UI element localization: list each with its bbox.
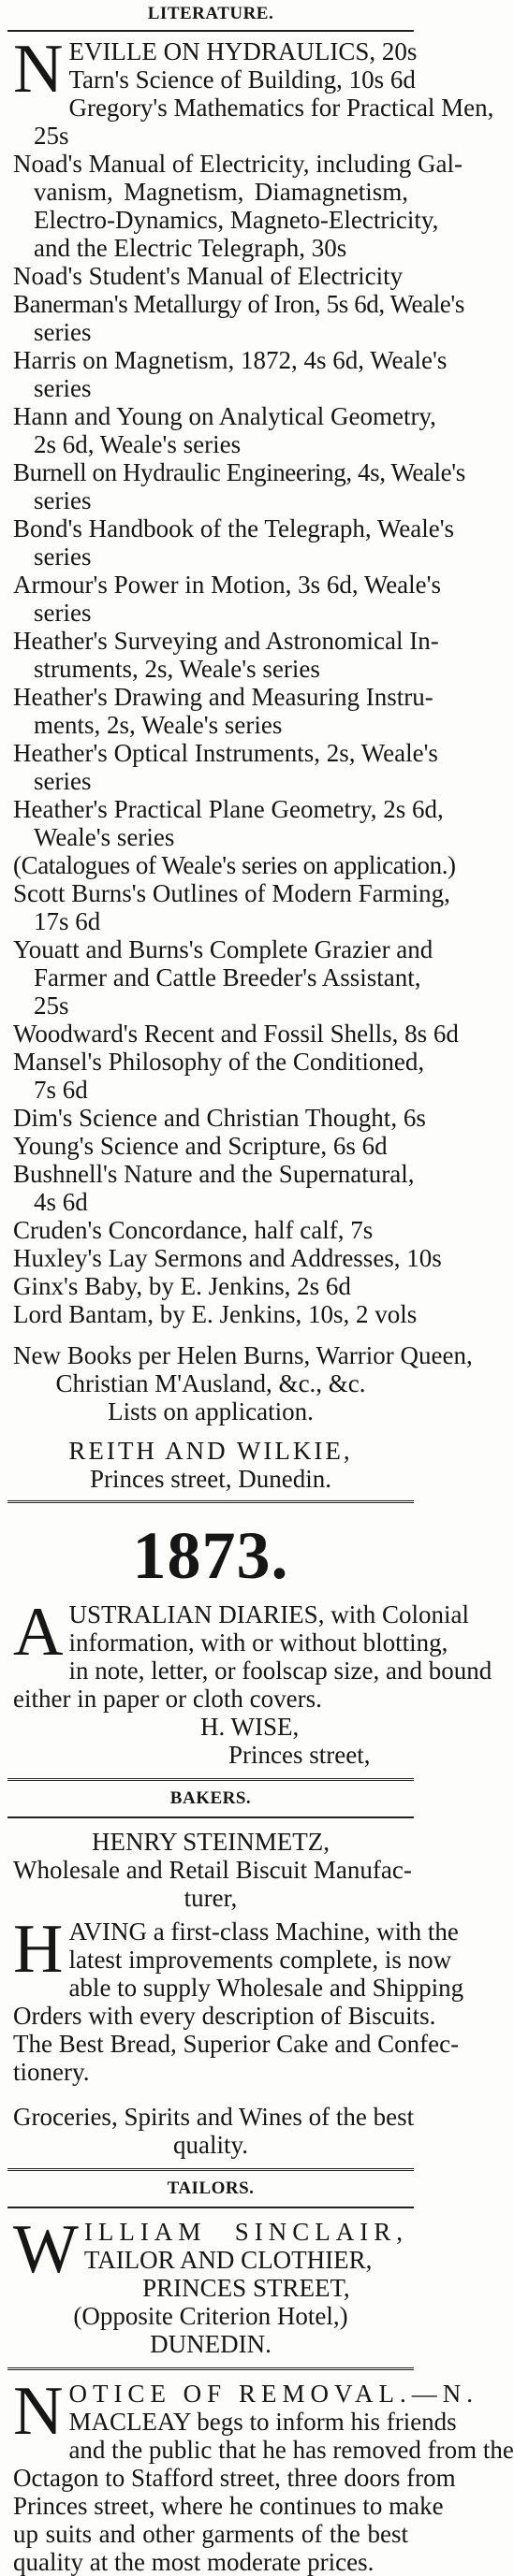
text-line: OTICE OF REMOVAL.—N. <box>68 2380 478 2408</box>
text-line: Harris on Magnetism, 1872, 4s 6d, Weale's <box>13 346 448 374</box>
text-line: (Catalogues of Weale's series on application.) <box>13 851 456 879</box>
drop-cap: N <box>13 31 64 108</box>
diaries-ad <box>13 1594 492 1713</box>
text-line: Weale's series <box>34 823 175 851</box>
section-rule <box>7 1500 414 1503</box>
text-line: Heather's Surveying and Astronomical In- <box>13 627 439 655</box>
text-line: 7s 6d <box>34 1076 88 1104</box>
section-rule <box>7 1816 414 1818</box>
text-line: Scott Burns's Outlines of Modern Farming, <box>13 879 450 907</box>
section-rule <box>7 2367 414 2370</box>
text-line: Lists on application. <box>108 1397 314 1425</box>
text-line: Farmer and Cattle Breeder's Assistant, <box>34 963 421 991</box>
text-line: Cruden's Concordance, half calf, 7s <box>13 1216 374 1244</box>
tailors-heading: TAILORS. <box>167 2178 255 2198</box>
year-heading: 1873. <box>132 1518 289 1593</box>
drop-cap: H <box>13 1911 64 1988</box>
tailor-address: DUNEDIN. <box>150 2330 272 2358</box>
text-line: Youatt and Burns's Complete Grazier and <box>13 935 433 963</box>
text-line: Electro-Dynamics, Magneto-Electricity, <box>34 206 439 234</box>
text-line: Banerman's Metallurgy of Iron, 5s 6d, Weale's <box>13 290 464 318</box>
literature-ad <box>13 31 494 1493</box>
text-line: Lord Bantam, by E. Jenkins, 10s, 2 vols <box>13 1300 418 1328</box>
tailor-address: PRINCES STREET, <box>142 2274 350 2302</box>
text-line: Octagon to Stafford street, three doors from <box>13 2464 456 2492</box>
removal-text <box>13 2373 514 2576</box>
text-line: Woodward's Recent and Fossil Shells, 8s 6d <box>13 1020 459 1048</box>
text-line: Noad's Student's Manual of Electricity <box>13 262 404 290</box>
text-line: Hann and Young on Analytical Geometry, <box>13 402 436 430</box>
baker-title: turer, <box>184 1884 238 1912</box>
text-line: Dim's Science and Christian Thought, 6s <box>13 1104 426 1132</box>
text-line: 25s <box>34 991 69 1020</box>
text-line: Heather's Practical Plane Geometry, 2s 6d, <box>13 795 444 823</box>
text-line: New Books per Helen Burns, Warrior Queen, <box>13 1341 473 1369</box>
book-list <box>13 31 494 1328</box>
text-line: series <box>34 543 92 571</box>
bakers-ad <box>13 1911 464 2086</box>
text-line: series <box>34 767 92 795</box>
text-line: Mansel's Philosophy of the Conditioned, <box>13 1048 425 1076</box>
bookseller-address: Princes street, Dunedin. <box>90 1465 331 1493</box>
text-line: 4s 6d <box>34 1188 88 1216</box>
text-line: in note, letter, or foolscap size, and bound <box>68 1657 492 1685</box>
text-line: series <box>34 318 92 346</box>
tailor-address: (Opposite Criterion Hotel,) <box>73 2302 348 2330</box>
text-line: Bushnell's Nature and the Supernatural, <box>13 1160 415 1188</box>
text-line: Noad's Manual of Electricity, including Gal- <box>13 150 463 178</box>
groceries-line: Groceries, Spirits and Wines of the best <box>13 2103 415 2131</box>
text-line: The Best Bread, Superior Cake and Confec- <box>13 2030 460 2058</box>
text-line: Bond's Handbook of the Telegraph, Weale's <box>13 514 455 543</box>
drop-cap: W <box>13 2211 79 2288</box>
text-line: 2s 6d, Weale's series <box>34 430 242 458</box>
text-line: Young's Science and Scripture, 6s 6d <box>13 1132 388 1160</box>
drop-cap: N <box>13 2373 64 2450</box>
text-line: USTRALIAN DIARIES, with Colonial <box>68 1600 469 1628</box>
text-line: and the public that he has removed from the <box>68 2436 514 2464</box>
text-line: Armour's Power in Motion, 3s 6d, Weale's <box>13 571 442 599</box>
diaries-address: Princes street, <box>228 1741 371 1769</box>
baker-title: Wholesale and Retail Biscuit Manufac- <box>13 1856 412 1884</box>
section-rule <box>7 30 414 32</box>
text-line: Gregory's Mathematics for Practical Men, <box>68 94 494 122</box>
text-line: series <box>34 599 92 627</box>
text-line: TAILOR AND CLOTHIER, <box>83 2246 373 2274</box>
text-line: MACLEAY begs to inform his friends <box>68 2408 457 2436</box>
text-line: Heather's Drawing and Measuring Instru- <box>13 683 433 711</box>
groceries-line: quality. <box>173 2131 248 2159</box>
text-line: Huxley's Lay Sermons and Addresses, 10s <box>13 1244 442 1272</box>
text-line: Ginx's Baby, by E. Jenkins, 2s 6d <box>13 1272 351 1300</box>
text-line: up suits and other garments of the best <box>13 2520 408 2548</box>
diaries-text <box>13 1594 492 1713</box>
text-line: Burnell on Hydraulic Engineering, 4s, Weale's <box>13 458 465 486</box>
text-line: Princes street, where he continues to make <box>13 2492 444 2520</box>
text-line: EVILLE ON HYDRAULICS, 20s <box>68 37 418 65</box>
text-line: Christian M'Ausland, &c., &c. <box>55 1369 366 1397</box>
text-line: ILLIAM SINCLAIR, <box>83 2218 408 2246</box>
text-line: series <box>34 374 92 402</box>
bookseller-signature: REITH AND WILKIE, <box>68 1437 353 1465</box>
text-line: able to supply Wholesale and Shipping <box>68 1974 464 2002</box>
text-line: and the Electric Telegraph, 30s <box>34 234 347 262</box>
text-line: Heather's Optical Instruments, 2s, Weale's <box>13 739 438 767</box>
bakers-heading: BAKERS. <box>169 1788 252 1808</box>
text-line: information, with or without blotting, <box>68 1628 448 1657</box>
text-line: AVING a first-class Machine, with the <box>68 1918 459 1946</box>
text-line: tionery. <box>13 2058 90 2086</box>
diaries-signature: H. WISE, <box>200 1713 300 1741</box>
drop-cap: A <box>13 1594 64 1671</box>
text-line: 17s 6d <box>34 907 101 935</box>
text-line: quality at the most moderate prices. <box>13 2548 374 2576</box>
literature-heading: LITERATURE. <box>147 4 274 23</box>
new-books-notice <box>13 1341 473 1425</box>
text-line: ments, 2s, Weale's series <box>34 711 283 739</box>
text-line: series <box>34 486 92 514</box>
text-line: 25s <box>34 122 69 150</box>
literature-list <box>13 31 494 1328</box>
bakers-text <box>13 1911 464 2086</box>
baker-name: HENRY STEINMETZ, <box>92 1828 330 1856</box>
text-line: struments, 2s, Weale's series <box>34 655 320 683</box>
text-line: latest improvements complete, is now <box>68 1946 452 1974</box>
text-line: Tarn's Science of Building, 10s 6d <box>68 65 416 94</box>
section-rule <box>7 2207 414 2208</box>
text-line: either in paper or cloth covers. <box>13 1685 322 1713</box>
removal-ad <box>13 2373 514 2576</box>
text-line: vanism, Magnetism, Diamagnetism, <box>34 178 408 206</box>
text-line: Orders with every description of Biscuits. <box>13 2002 436 2030</box>
